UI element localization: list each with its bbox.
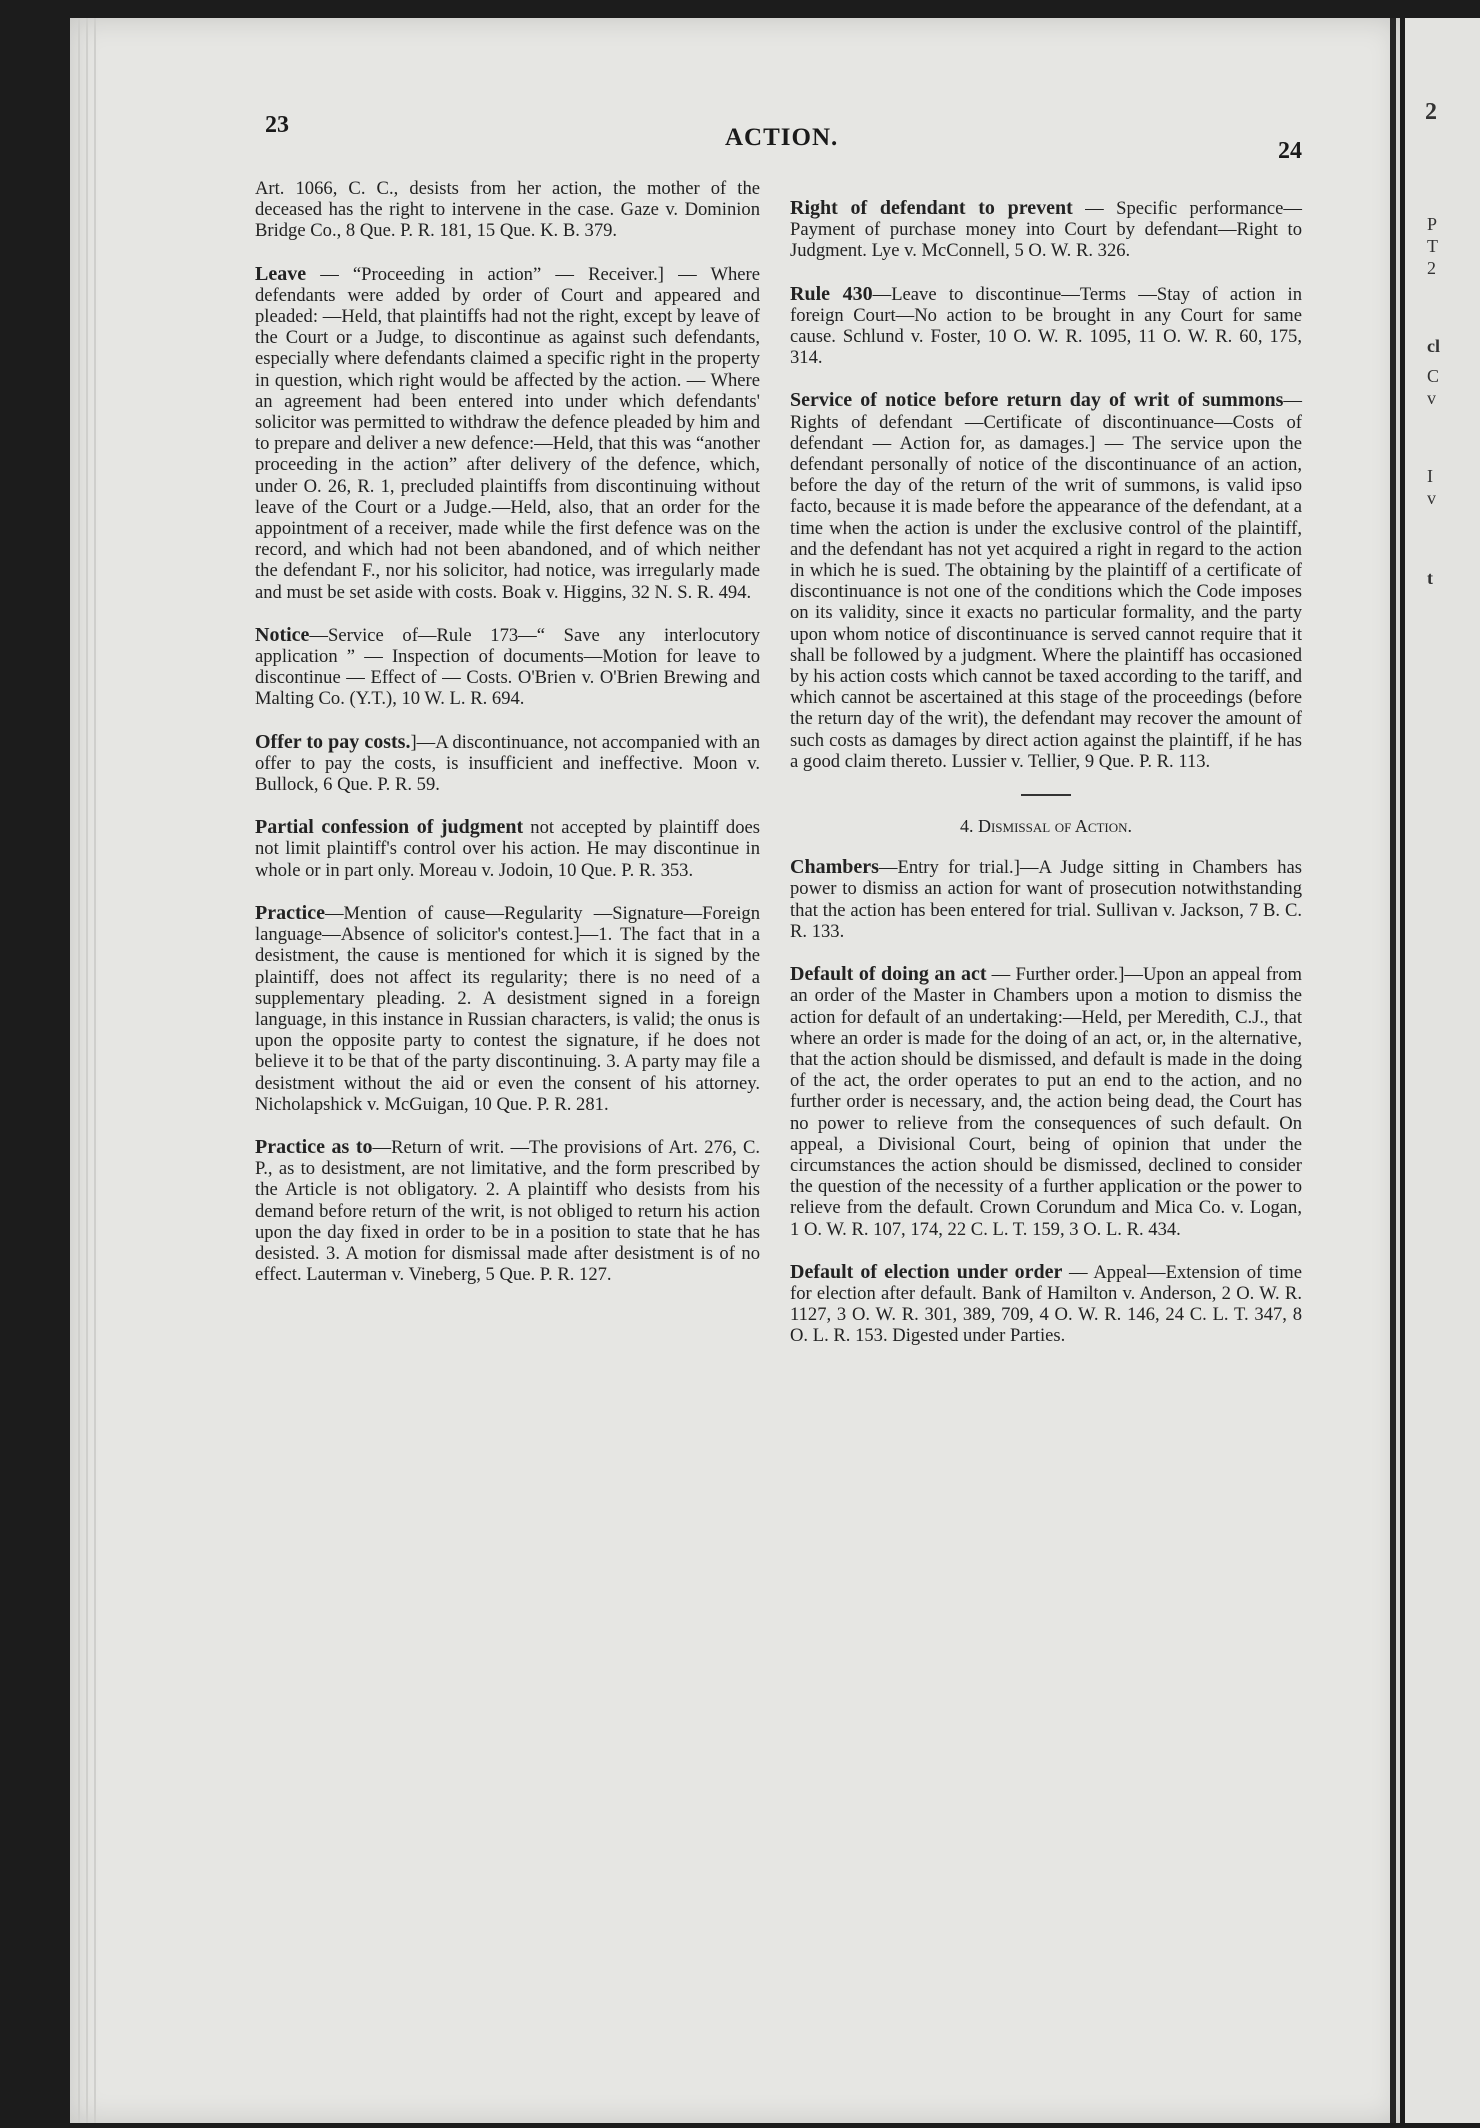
entry-heading: Service of notice before return day of writ of summons (790, 389, 1284, 412)
book-gutter (1390, 18, 1396, 2123)
page-edge (86, 18, 88, 2123)
entry-text: —Leave to discontinue—Terms —Stay of action in foreign Court—No action to be brought in any Court for same cause. Schlund v. Foster, 10 O. W. R. 1095, 11 O. W. R. 60, 175, 314. (790, 283, 1303, 369)
fragment: cl (1427, 336, 1440, 356)
right-column (790, 198, 1302, 1369)
entry-text: — “Proceeding in action” — Receiver.] — Where defendants were added by order of Court and appeared and pleaded: —Held, that plaintiffs had not the right, except by leave of the Court or a Judge, to discontinue as against such defendants, especially where defendants claimed a specific right in the property in question, which right would be affected by the action. — Where an agreement had been entered into under which defendants' solicitor was permitted to withdraw the defence pleaded by him and to prepare and deliver a new defence:—Held, that this was “another proceeding in the action” after delivery of the defence, which, under O. 26, R. 1, precluded plaintiffs from discontinuing without leave of the Court or a Judge.—Held, also, that an order for the appointment of a receiver, made while the first defence was on the record, and which had not been abandoned, and of which neither the defendant F., nor his solicitor, had notice, was irregularly made and must be set aside with costs. Boak v. Higgins, 32 N. S. R. 494. (255, 263, 760, 603)
fragment: v (1427, 388, 1436, 408)
entry (790, 284, 1302, 369)
page-edge (78, 18, 80, 2123)
fragment: I (1427, 466, 1433, 486)
fragment: P (1427, 214, 1438, 234)
left-column (255, 178, 760, 1307)
entry-text: — Further order.]—Upon an appeal from an order of the Master in Chambers upon a motion to dismiss the action for default of an undertaking:—Held, per Meredith, C.J., that where an order is made for the doing of an act, or, in the alternative, that the action should be dismissed, and default is made in the doing of the act, the order operates to put an end to the action, and no further order is necessary, and, the action being dead, the Court has no power to relieve from the consequences of such default. On appeal, a Divisional Court, being of opinion that under the circumstances the action should be dismissed, declined to consider the question of the necessity of a further application or the power to relieve from the default. Crown Corundum and Mica Co. v. Logan, 1 O. W. R. 107, 174, 22 C. L. T. 159, 3 O. L. R. 434. (790, 964, 1302, 1240)
entry (790, 857, 1302, 942)
entry-text: —Service of—Rule 173—“ Save any interlocutory application ” — Inspection of documents—Motion for leave to discontinue — Effect of — Costs. O'Brien v. O'Brien Brewing and Malting Co. (Y.T.), 10 W. L. R. 694. (255, 624, 760, 710)
entry-heading: Offer to pay costs. (255, 730, 411, 753)
entry-text: ]—A discontinuance, not accompanied with an offer to pay the costs, is insufficient and ineffective. Moon v. Bullock, 6 Que. P. R. 59. (255, 731, 760, 796)
entry-heading: Default of doing an act (790, 963, 987, 986)
entry-text: — Specific performance—Payment of purchase money into Court by defendant—Right to Judgment. Lye v. McConnell, 5 O. W. R. 326. (790, 198, 1302, 262)
entry-text: —Entry for trial.]—A Judge sitting in Chambers has power to dismiss an action for want of prosecution notwithstanding that the action has been entered for trial. Sullivan v. Jackson, 7 B. C. R. 133. (790, 857, 1302, 942)
page-number-left: 23 (265, 112, 289, 138)
fragment: C (1427, 366, 1440, 386)
entry (790, 964, 1302, 1240)
entry (255, 903, 760, 1115)
entry-heading: Chambers (790, 856, 879, 879)
entry-heading: Right of defendant to prevent (790, 197, 1073, 219)
entry (790, 390, 1302, 772)
fragment: T (1427, 236, 1438, 256)
entry (255, 264, 760, 603)
entry-heading: Default of election under order (790, 1260, 1063, 1283)
page-number-right: 24 (1278, 138, 1302, 164)
section-divider (1021, 794, 1071, 796)
entry-text: —Return of writ. —The provisions of Art. 276, C. P., as to desistment, are not limitative, and the form prescribed by the Article is not obligatory. 2. A plaintiff who desists from his demand before return of the writ, is not obliged to return his action upon the day fixed in order to be in a position to state that he has desisted. 3. A motion for dismissal made after desistment is of no effect. Lauterman v. Vineberg, 5 Que. P. R. 127. (255, 1136, 760, 1286)
running-title: ACTION. (725, 124, 839, 151)
entry (790, 1262, 1302, 1347)
entry-text: — Appeal—Extension of time for election after default. Bank of Hamilton v. Anderson, 2 O. W. R. 1127, 3 O. W. R. 301, 389, 709, 4 O. W. R. 146, 24 C. L. T. 347, 8 O. L. R. 153. Digested under Parties. (790, 1261, 1302, 1347)
entry-heading: Practice as to (255, 1135, 373, 1158)
entry (255, 625, 760, 710)
fragment: v (1427, 488, 1436, 508)
entry-heading: Partial confession of judgment (255, 816, 524, 839)
entry-text: Art. 1066, C. C., desists from her action, the mother of the deceased has the right to intervene in the case. Gaze v. Dominion Bridge Co., 8 Que. P. R. 181, 15 Que. K. B. 379. (255, 178, 760, 242)
entry-heading: Practice (255, 901, 325, 924)
fragment: t (1427, 568, 1433, 588)
entry-text: not accepted by plaintiff does not limit plaintiff's control over his action. He may discontinue in whole or in part only. Moreau v. Jodoin, 10 Que. P. R. 353. (255, 817, 760, 881)
entry-heading: Notice (255, 623, 310, 646)
entry-text: —Rights of defendant —Certificate of discontinuance—Costs of defendant — Action for, as damages.] — The service upon the defendant personally of notice of the discontinuance of an action, before the day of the return of the writ of summons, is valid ipso facto, because it is made before the appearance of the defendant, at a time when the action is under the exclusive control of the plaintiff, and the defendant has not yet acquired a right in regard to the action in which he is sued. The obtaining by the plaintiff of a certificate of discontinuance is not one of the conditions which the Code imposes on its validity, since it exacts no particular formality, and the party upon whom notice of discontinuance is served cannot require that it shall be followed by a judgment. Where the plaintiff has occasioned by his action costs which cannot be taxed according to the tariff, and which cannot be ascertained at this stage of the proceedings (before the return day of the writ), the defendant may recover the amount of such costs as damages by direct action against the plaintiff, if he has a good claim thereto. Lussier v. Tellier, 9 Que. P. R. 113. (790, 390, 1302, 772)
entry (255, 178, 760, 242)
entry-text: —Mention of cause—Regularity —Signature—Foreign language—Absence of solicitor's contest.]—1. The fact that in a desistment, the cause is mentioned for which it is signed by the plaintiff, does not affect its regularity; there is no need of a supplementary pleading. 2. A desistment signed in a foreign language, in this instance in Russian characters, is valid; the onus is upon the opposite party to contest the signature, if he does not believe it to be that of the party discontinuing. 3. A party may file a desistment without the aid or even the consent of his attorney. Nicholapshick v. McGuigan, 10 Que. P. R. 281. (255, 902, 760, 1115)
next-page-number: 2 (1425, 99, 1437, 125)
page-edge (94, 18, 96, 2123)
entry-heading: Leave (255, 262, 307, 285)
section-heading: 4. Dismissal of Action. (959, 816, 1133, 837)
entry (790, 198, 1302, 262)
fragment: 2 (1427, 258, 1436, 278)
entry-heading: Rule 430 (790, 282, 873, 305)
next-page-strip (1405, 18, 1480, 2123)
entry (255, 1137, 760, 1285)
entry (255, 732, 760, 796)
entry (255, 817, 760, 881)
